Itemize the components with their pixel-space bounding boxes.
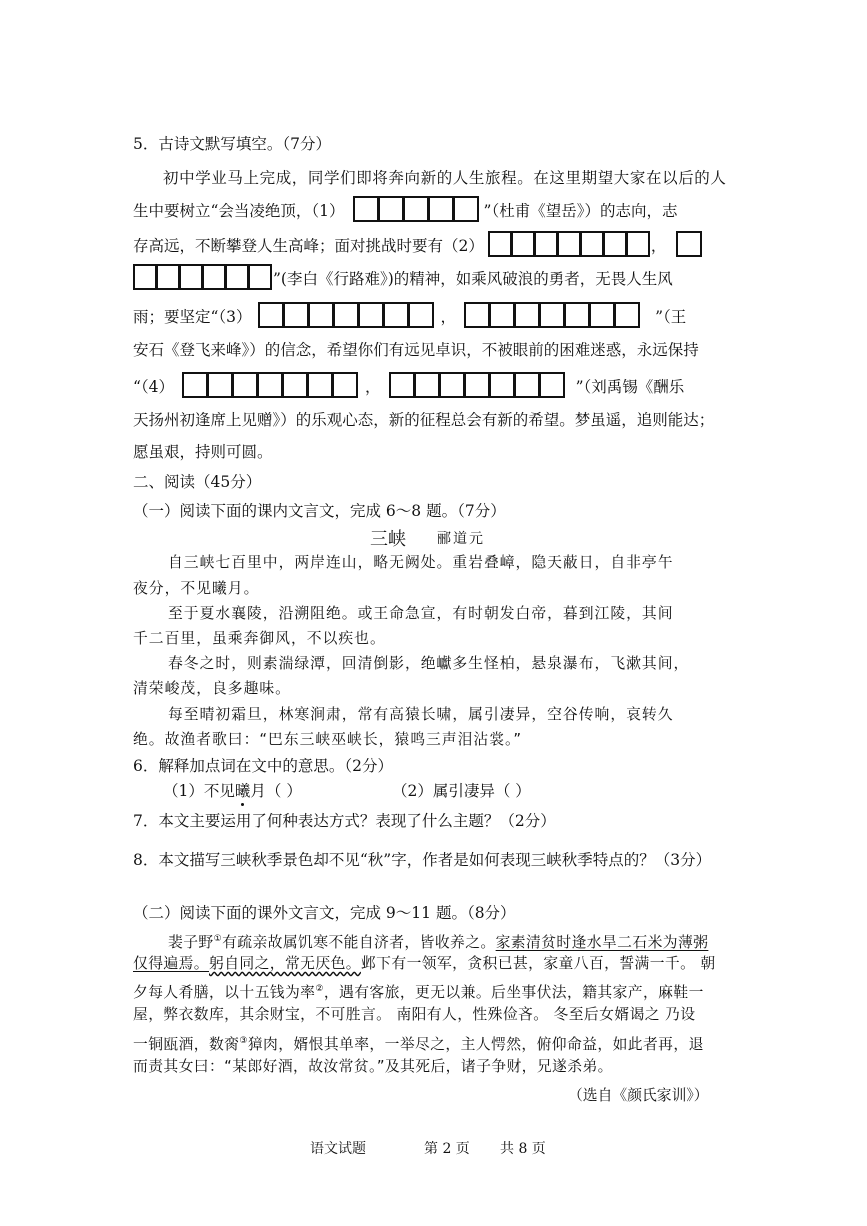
q5-line7-text: “（4） bbox=[133, 378, 175, 396]
part2-l1c-underlined: 家素清贫时逢水旱二石米为薄粥 bbox=[495, 933, 709, 951]
question-6: 6．解释加点词在文中的意思。（2分） bbox=[133, 757, 393, 775]
section-heading: 二、阅读（45分） bbox=[133, 473, 262, 491]
q5-line1: 初中学业马上完成，同学们即将奔向新的人生旅程。在这里期望大家在以后的人 bbox=[163, 169, 727, 187]
passage-p2a: 至于夏水襄陵，沿溯阻绝。或王命急宣，有时朝发白帝，暮到江陵，其间 bbox=[168, 605, 674, 622]
part2-source: （选自《颜氏家训》） bbox=[568, 1087, 709, 1104]
passage-p2b: 千二百里，虽乘奔御风，不以疾也。 bbox=[133, 630, 386, 647]
blank-3b[interactable] bbox=[464, 302, 639, 334]
q6-item1-post: 月（ ） bbox=[250, 782, 302, 800]
passage-p1b: 夜分，不见曦月。 bbox=[133, 580, 260, 597]
part2-l3a: 夕每人肴膳，以十五钱为率 bbox=[133, 983, 316, 1001]
blank-2b[interactable] bbox=[133, 264, 271, 296]
passage-p1a: 自三峡七百里中，两岸连山，略无阙处。重岩叠嶂，隐天蔽日，自非亭午 bbox=[168, 554, 674, 571]
footnote-1: ① bbox=[213, 934, 223, 944]
q5-line5-source: ”（王 bbox=[655, 308, 687, 326]
q5-line2-source: ”（杜甫《望岳》）的志向，志 bbox=[483, 202, 678, 220]
part2-l2c: 邺下有一领军，贪积已甚，家童八百，誓满一千。 朝 bbox=[360, 955, 716, 972]
part2-l2a-underlined: 仅得遍焉。 bbox=[133, 955, 209, 972]
blank-3a[interactable] bbox=[258, 302, 433, 334]
passage-author: 郦道元 bbox=[437, 531, 485, 547]
q5-line2 bbox=[133, 196, 677, 228]
blank-2b-start[interactable] bbox=[676, 231, 701, 263]
part2-line1 bbox=[168, 928, 708, 954]
q5-line6: 安石《登飞来峰》）的信念，希望你们有远见卓识，不被眼前的困难迷惑，永远保持 bbox=[133, 341, 699, 359]
part1-heading: （一）阅读下面的课内文言文，完成 6～8 题。（7分） bbox=[133, 502, 506, 520]
q5-line8: 天扬州初逢席上见赠》）的乐观心态，新的征程总会有新的希望。梦虽遥，追则能达； bbox=[133, 411, 715, 429]
q5-line5 bbox=[133, 302, 686, 334]
blank-1[interactable] bbox=[353, 196, 478, 228]
footnote-2: ② bbox=[315, 984, 324, 994]
question-6-item1 bbox=[163, 780, 302, 802]
part2-line5 bbox=[133, 1030, 704, 1056]
part2-l5b: 獐肉，婿恨其单率，一举尽之，主人愕然，俯仰命益，如此者再，退 bbox=[247, 1035, 704, 1053]
footer-page: 第 2 页 bbox=[424, 1141, 470, 1157]
part2-line4: 屋，弊衣数库，其余财宝，不可胜言。 南阳有人，性殊俭吝。 冬至后女婿谒之 乃设 bbox=[133, 1006, 696, 1023]
part2-line3 bbox=[133, 978, 704, 1004]
passage-p4a: 每至晴初霜旦，林寒涧肃，常有高猿长啸，属引凄异，空谷传响，哀转久 bbox=[168, 706, 674, 723]
part2-heading: （二）阅读下面的课外文言文，完成 9～11 题。（8分） bbox=[133, 904, 516, 922]
passage-p3a: 春冬之时，则素湍绿潭，回清倒影，绝巘多生怪柏，悬泉瀑布，飞漱其间， bbox=[168, 655, 690, 672]
part2-l1b: 有疏亲故属饥寒不能自济者，皆收养之。 bbox=[222, 933, 496, 951]
q5-line4-text: ”(李白《行路难》)的精神，如乘风破浪的勇者，无畏人生风 bbox=[273, 270, 673, 288]
q5-line2-text: 生中要树立“会当凌绝顶，（1） bbox=[133, 202, 345, 220]
q5-title: 5．古诗文默写填空。（7分） bbox=[133, 135, 331, 153]
q5-line5-text: 雨；要坚定“（3） bbox=[133, 308, 252, 326]
q5-line3 bbox=[133, 231, 703, 263]
question-8: 8．本文描写三峡秋季景色却不见“秋”字，作者是如何表现三峡秋季特点的？（3分） bbox=[133, 851, 712, 869]
q5-line5-comma: ， bbox=[440, 308, 457, 326]
footer-subject: 语文试题 bbox=[310, 1141, 366, 1157]
part2-line2 bbox=[133, 953, 716, 975]
part2-l2b-wavy: 躬自同之，常无厌色。 bbox=[209, 955, 361, 972]
part2-l1a: 裴子野 bbox=[168, 933, 214, 951]
q6-dotted-word: 曦 bbox=[234, 782, 251, 800]
q5-line7 bbox=[133, 372, 684, 404]
question-6-item2: （2）属引凄异（ ） bbox=[392, 782, 531, 800]
passage-title: 三峡 bbox=[370, 529, 406, 550]
q5-line7-source: ”（刘禹锡《酬乐 bbox=[575, 378, 685, 396]
q5-line9: 愿虽艰，持则可圆。 bbox=[133, 443, 273, 461]
blank-4b[interactable] bbox=[389, 372, 564, 404]
blank-4a[interactable] bbox=[182, 372, 357, 404]
blank-2a[interactable] bbox=[488, 231, 649, 263]
q5-line3-comma: ， bbox=[650, 237, 667, 255]
footer-total: 共 8 页 bbox=[500, 1141, 546, 1157]
q5-line4 bbox=[133, 264, 673, 296]
footnote-3: ③ bbox=[239, 1036, 248, 1046]
q6-item1-pre: （1）不见 bbox=[163, 782, 235, 800]
part2-l5a: 一铜瓯酒，数脔 bbox=[133, 1035, 240, 1053]
part2-line6: 而责其女曰：“某郎好酒，故汝常贫。”及其死后，诸子争财，兄遂杀弟。 bbox=[133, 1058, 613, 1075]
q5-line3-text: 存高远，不断攀登人生高峰；面对挑战时要有（2） bbox=[133, 237, 484, 255]
part2-l3b: ，遇有客旅，更无以兼。后坐事伏法，籍其家产，麻鞋一 bbox=[323, 983, 704, 1001]
passage-p3b: 清荣峻茂，良多趣味。 bbox=[133, 680, 291, 697]
q5-line7-comma: ， bbox=[365, 378, 381, 396]
question-7: 7．本文主要运用了何种表达方式？表现了什么主题？（2分） bbox=[133, 812, 556, 830]
passage-p4b: 绝。故渔者歌曰：“巴东三峡巫峡长，猿鸣三声泪沾裳。” bbox=[133, 731, 523, 748]
